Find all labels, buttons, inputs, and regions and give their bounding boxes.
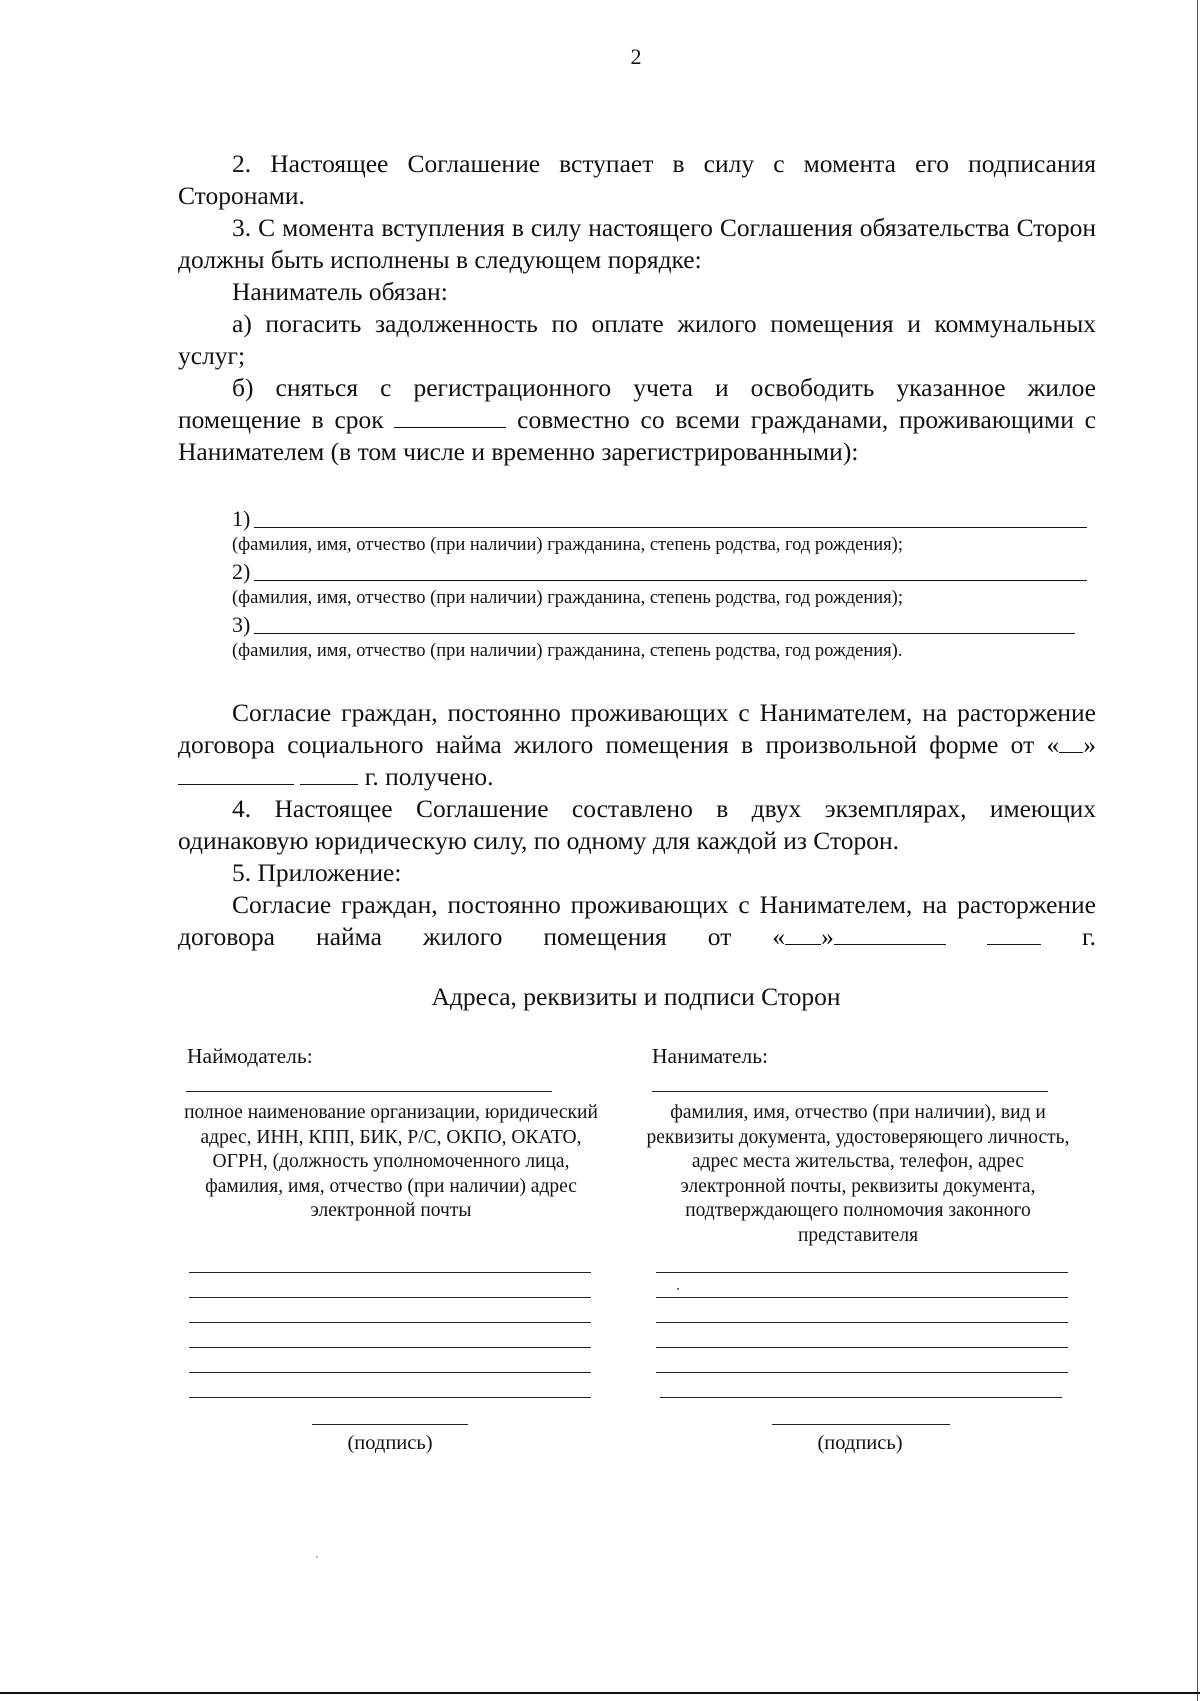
tenant-obliged-heading: Наниматель обязан: [232, 277, 448, 306]
consent-day-blank [1059, 730, 1083, 753]
agreement-clauses [178, 148, 1096, 468]
landlord-name-line [186, 1091, 552, 1092]
signatures-title: Адреса, реквизиты и подписи Сторон [431, 982, 841, 1011]
consent-month-blank [178, 762, 294, 785]
list-item [232, 506, 1087, 532]
consent-and-closing [178, 697, 1096, 985]
landlord-details-line [189, 1272, 591, 1273]
obligation-b-text-2: совместно со всеми гражданами, проживающими с Нанимателем (в том числе и временно зарегистрированными): [178, 405, 1096, 466]
list-item-blank [254, 613, 1075, 634]
clause-4: 4. Настоящее Соглашение составлено в двух экземплярах, имеющих одинаковую юридическую силу, по одному для каждой из Сторон. [178, 794, 1096, 855]
landlord-signature-line [312, 1424, 468, 1425]
appendix-paragraph [178, 889, 1096, 985]
tenant-name-line [652, 1091, 1048, 1092]
list-item-note: (фамилия, имя, отчество (при наличии) гражданина, степень родства, год рождения). [232, 641, 903, 661]
landlord-description: полное наименование организации, юридический адрес, ИНН, КПП, БИК, Р/С, ОКПО, ОКАТО, ОГРН, (должность уполномоченного лица, фамилия, имя, отчество (при наличии) адрес электронной почты [184, 1102, 598, 1221]
landlord-label: Наймодатель: [187, 1044, 313, 1068]
tenant-signature-line [772, 1424, 950, 1425]
appendix-quote-close: » [821, 922, 834, 951]
consent-text: Согласие граждан, постоянно проживающих с Нанимателем, на расторжение договора социального найма жилого помещения в произвольной форме от « [178, 698, 1096, 759]
list-item-number: 2) [232, 559, 251, 584]
consent-text-end: г. получено. [364, 762, 494, 791]
landlord-details-line [189, 1322, 591, 1323]
tenant-label: Наниматель: [652, 1044, 768, 1068]
obligation-b-text-1: б) сняться с регистрационного учета и освободить указанное жилое помещение в срок [178, 373, 1096, 434]
clause-3: 3. С момента вступления в силу настоящего Соглашения обязательства Сторон должны быть исполнены в следующем порядке: [178, 213, 1096, 274]
landlord-details-line [189, 1372, 591, 1373]
tenant-signature-label: (подпись) [817, 1432, 903, 1454]
landlord-details-line [189, 1397, 591, 1398]
clause-2: 2. Настоящее Соглашение вступает в силу с момента его подписания Сторонами. [178, 149, 1096, 210]
tenant-details-line [656, 1297, 1068, 1298]
appendix-day-blank [785, 922, 821, 945]
appendix-text: Согласие граждан, постоянно проживающих с Нанимателем, на расторжение договора найма жилого помещения от « [178, 890, 1096, 951]
scan-speck [677, 1288, 679, 1290]
tenant-details-line [656, 1372, 1068, 1373]
clause-5: 5. Приложение: [232, 858, 402, 887]
cohabitants-list [232, 506, 1087, 665]
appendix-text-end: г. [1082, 922, 1096, 951]
landlord-signature-label: (подпись) [347, 1432, 433, 1454]
obligation-b [178, 372, 1096, 468]
consent-paragraph [178, 697, 1096, 793]
list-item-blank [254, 560, 1087, 581]
landlord-details-line [189, 1297, 591, 1298]
page-number: 2 [630, 44, 642, 69]
list-item [232, 559, 1087, 585]
list-item-number: 1) [232, 506, 251, 531]
appendix-month-blank [834, 922, 946, 945]
obligation-a: а) погасить задолженность по оплате жилого помещения и коммунальных услуг; [178, 309, 1096, 370]
tenant-details-line [656, 1347, 1068, 1348]
scan-bottom-line [0, 1692, 1200, 1694]
consent-year-blank [300, 762, 358, 785]
scan-edge-line [1197, 0, 1198, 1701]
tenant-details-line [656, 1272, 1068, 1273]
list-item-note: (фамилия, имя, отчество (при наличии) гражданина, степень родства, год рождения); [232, 588, 903, 608]
deadline-blank [394, 405, 506, 428]
list-item-note: (фамилия, имя, отчество (при наличии) гражданина, степень родства, год рождения); [232, 535, 903, 555]
consent-quote-close: » [1083, 730, 1096, 759]
list-item-number: 3) [232, 612, 251, 637]
landlord-details-line [189, 1347, 591, 1348]
tenant-details-line [656, 1322, 1068, 1323]
appendix-year-blank [987, 922, 1041, 945]
scan-speck [316, 1556, 318, 1558]
tenant-description: фамилия, имя, отчество (при наличии), вид и реквизиты документа, удостоверяющего личность, адрес места жительства, телефон, адрес электронной почты, реквизиты документа, подтверждающего полномочия законного представителя [646, 1102, 1070, 1246]
tenant-details-line [660, 1397, 1062, 1398]
list-item-blank [254, 507, 1087, 528]
list-item [232, 612, 1087, 638]
